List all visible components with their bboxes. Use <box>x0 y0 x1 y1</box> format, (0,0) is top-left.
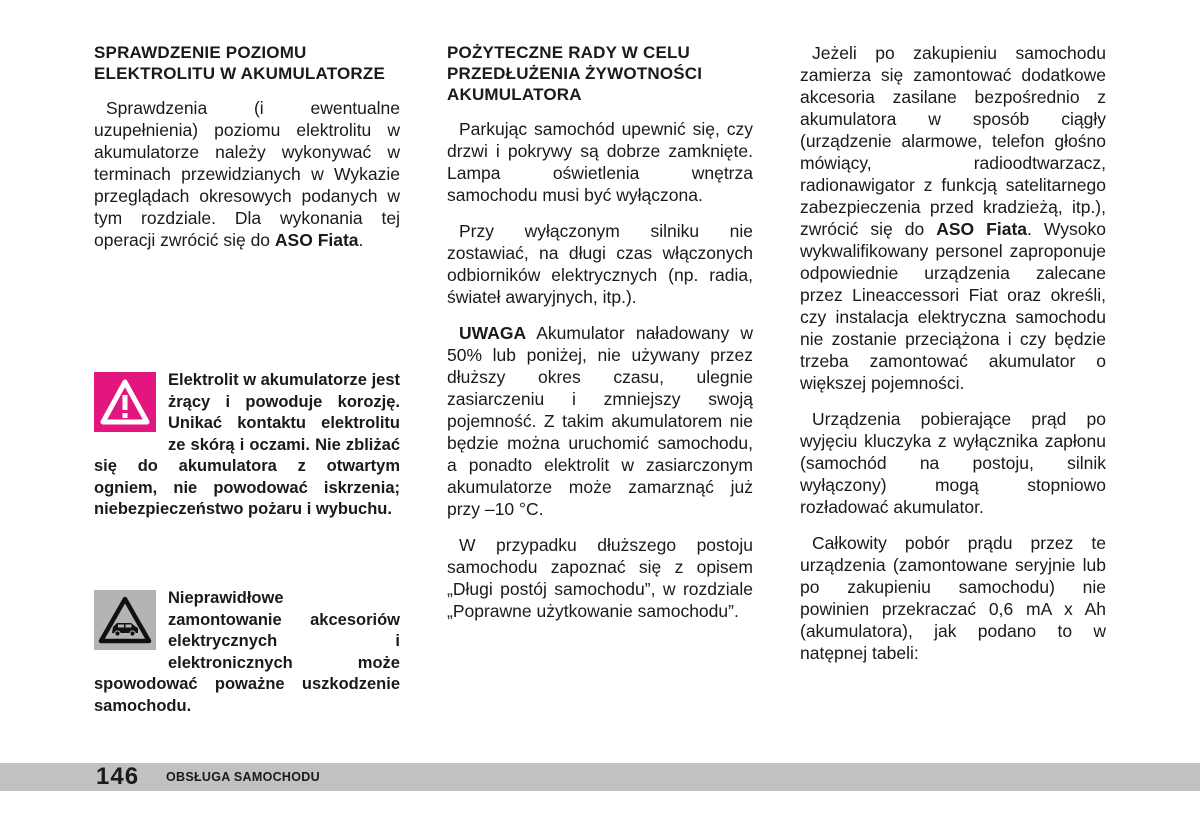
current-draw-paragraph: Urządzenia pobierające prąd po wyjęciu kluczyka z wyłącznika zapłonu (samochód na postoju, silnik wyłączony) mogą stopniowo rozładować akumulator. <box>800 409 1106 517</box>
long-storage-paragraph: W przypadku dłuższego postoju samochodu zapoznać się z opisem „Długi postój samochodu”, w rozdziale „Poprawne użytkowanie samochodu”. <box>447 535 753 621</box>
section-label: OBSŁUGA SAMOCHODU <box>166 770 320 784</box>
electrolyte-text-end: . <box>358 230 364 250</box>
warning-triangle-icon <box>94 372 156 432</box>
section-heading-battery-tips: POŻYTECZNE RADY W CELU PRZEDŁUŻENIA ŻYWOTNOŚCI AKUMULATORA <box>447 43 703 104</box>
warning-box-electrolyte <box>94 370 400 521</box>
warning-text-electrolyte: Elektrolit w akumulatorze jest żrący i powoduje korozję. Unikać kontaktu elektrolitu ze skórą i oczami. Nie zbliżać się do akumulatora z otwartym ogniem, nie powodować iskrzenia; niebezpieczeństwo pożaru i wybuchu. <box>94 371 400 518</box>
electrolyte-text: Sprawdzenia (i ewentualne uzupełnienia) poziomu elektrolitu w akumulatorze należy wykonywać w terminach przewidzianych w Wykazie przeglądach okresowych podanych w tym rozdziale. Dla wykonania tej operacji zwrócić się do <box>94 98 400 250</box>
column-middle <box>447 42 753 636</box>
warning-text-accessories: Nieprawidłowe zamontowanie akcesoriów elektrycznych i elektronicznych może spowodować poważne uszkodzenie samochodu. <box>94 589 400 715</box>
total-consumption-paragraph: Całkowity pobór prądu przez te urządzenia (zamontowane seryjnie lub po zakupieniu samochodu) nie powinien przekraczać 0,6 mA x Ah (akumulatora), jak podano to w natępnej tabeli: <box>800 533 1106 663</box>
accessories-text-end: . Wysoko wykwalifikowany personel zaproponuje odpowiednie urządzenia zalecane przez Lineaccessori Fiat oraz określi, czy instalacja elektryczna samochodu nie zostanie przeciążona i czy będzie trzeba zamontować akumulator o większej pojemności. <box>800 219 1106 393</box>
column-left <box>94 42 400 265</box>
note-label: UWAGA <box>459 323 527 343</box>
section-heading-electrolyte: SPRAWDZENIE POZIOMU ELEKTROLITU W AKUMULATORZE <box>94 43 386 83</box>
accessories-text: Jeżeli po zakupieniu samochodu zamierza się zamontować dodatkowe akcesoria zasilane bezpośrednio z akumulatora w sposób ciągły (urządzenie alarmowe, telefon głośno mówiący, radioodtwarzacz, radionawigator z funkcją satelitarnego zabezpieczenia przed kradzieżą, itp.), zwrócić się do <box>800 43 1106 239</box>
engine-off-paragraph: Przy wyłączonym silniku nie zostawiać, na długi czas włączonych odbiorników elektrycznych (np. radia, świateł awaryjnych, itp.). <box>447 221 753 307</box>
accessories-paragraph <box>800 42 1106 394</box>
page-number: 146 <box>96 763 140 790</box>
column-right <box>800 42 1106 678</box>
aso-fiat-bold-2: ASO Fiata <box>936 219 1028 239</box>
parking-paragraph: Parkując samochód upewnić się, czy drzwi i pokrywy są dobrze zamknięte. Lampa oświetlenia wnętrza samochodu musi być wyłączona. <box>447 119 753 205</box>
electrolyte-paragraph <box>94 97 400 251</box>
note-paragraph <box>447 322 753 520</box>
car-warning-icon <box>94 590 156 650</box>
note-text: Akumulator naładowany w 50% lub poniżej, nie używany przez dłuższy okres czasu, ulegnie zasiarczeniu i zmniejszy swoją pojemność. Z takim akumulatorem nie będzie można uruchomić samochodu, a ponadto elektrolit w zasiarczonym akumulatorze może zamarznąć już przy –10 °C. <box>447 323 753 519</box>
warning-box-accessories <box>94 588 400 717</box>
aso-fiat-bold: ASO Fiata <box>274 230 359 250</box>
